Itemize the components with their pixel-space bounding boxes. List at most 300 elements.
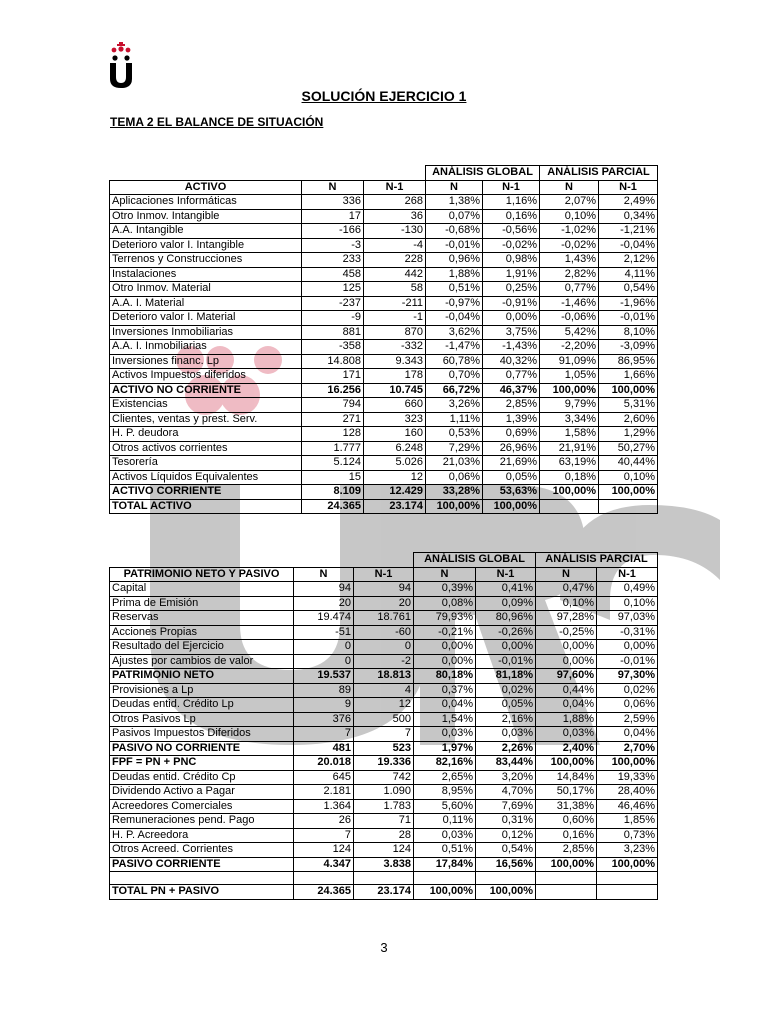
table-cell: -0,06% xyxy=(540,311,599,326)
table-cell: 80,18% xyxy=(414,669,476,684)
table-cell: 0,02% xyxy=(597,683,658,698)
row-label: Acciones Propias xyxy=(110,625,294,640)
table-cell: 91,09% xyxy=(540,354,599,369)
table-cell: 26,96% xyxy=(483,441,540,456)
row-label: Dividendo Activo a Pagar xyxy=(110,785,294,800)
activo-table xyxy=(109,165,658,514)
table-cell: 7 xyxy=(294,727,354,742)
table-cell: 1,85% xyxy=(597,814,658,829)
row-label: Remuneraciones pend. Pago xyxy=(110,814,294,829)
table-cell: 21,69% xyxy=(483,456,540,471)
table-cell: 97,28% xyxy=(536,611,597,626)
table-cell: 66,72% xyxy=(426,383,483,398)
table-cell: 8,95% xyxy=(414,785,476,800)
table-cell: 0,34% xyxy=(599,209,658,224)
table-cell: 100,00% xyxy=(483,499,540,514)
table-cell: 0,04% xyxy=(597,727,658,742)
table-row xyxy=(110,209,658,224)
table-cell: 0,60% xyxy=(536,814,597,829)
table-cell: 33,28% xyxy=(426,485,483,500)
table-cell: 63,19% xyxy=(540,456,599,471)
column-header: N-1 xyxy=(364,180,426,195)
table-cell: 71 xyxy=(354,814,414,829)
blank-row xyxy=(110,872,658,885)
table-cell: 18.813 xyxy=(354,669,414,684)
table-cell: 0,02% xyxy=(476,683,536,698)
table-cell: 0,11% xyxy=(414,814,476,829)
table-cell: 0,47% xyxy=(536,582,597,597)
page-title: SOLUCIÓN EJERCICIO 1 xyxy=(301,88,467,104)
table-cell: 79,93% xyxy=(414,611,476,626)
table-cell: 233 xyxy=(302,253,364,268)
table-cell: -0,04% xyxy=(599,238,658,253)
table-cell: 0,06% xyxy=(426,470,483,485)
table-cell: 94 xyxy=(294,582,354,597)
table-cell: 0,10% xyxy=(536,596,597,611)
table-cell: 8.109 xyxy=(302,485,364,500)
table-cell: 16.256 xyxy=(302,383,364,398)
table-cell xyxy=(597,885,658,900)
table-cell: 20 xyxy=(294,596,354,611)
table-cell: -0,97% xyxy=(426,296,483,311)
analisis-parcial-header: ANÁLISIS PARCIAL xyxy=(536,553,658,568)
table-row xyxy=(110,340,658,355)
table-row xyxy=(110,799,658,814)
table-row xyxy=(110,369,658,384)
row-label: Inversiones Inmobiliarias xyxy=(110,325,302,340)
table-cell: 100,00% xyxy=(599,485,658,500)
table-row xyxy=(110,814,658,829)
table-row xyxy=(110,282,658,297)
table-cell: 2,40% xyxy=(536,741,597,756)
table-cell: 1,91% xyxy=(483,267,540,282)
table-cell: 1,54% xyxy=(414,712,476,727)
table-cell: 100,00% xyxy=(597,756,658,771)
table-cell: 128 xyxy=(302,427,364,442)
table-cell: 2,59% xyxy=(597,712,658,727)
table-cell: 2,70% xyxy=(597,741,658,756)
table-cell: 160 xyxy=(364,427,426,442)
row-label: Activos Impuestos diferidos xyxy=(110,369,302,384)
table-cell: 2,65% xyxy=(414,770,476,785)
total-row xyxy=(110,499,658,514)
table-cell: 3,20% xyxy=(476,770,536,785)
table-cell: 0,51% xyxy=(426,282,483,297)
table-cell: -0,01% xyxy=(426,238,483,253)
table-cell: 0,41% xyxy=(476,582,536,597)
table-cell: 89 xyxy=(294,683,354,698)
row-label: Otros Pasivos Lp xyxy=(110,712,294,727)
row-label: TOTAL ACTIVO xyxy=(110,499,302,514)
table-cell: 0,70% xyxy=(426,369,483,384)
table-cell: 481 xyxy=(294,741,354,756)
table-cell: 0,08% xyxy=(414,596,476,611)
table-cell: -0,01% xyxy=(599,311,658,326)
table-cell: 0,05% xyxy=(483,470,540,485)
table-cell: -4 xyxy=(364,238,426,253)
table-cell: 1,88% xyxy=(536,712,597,727)
table-cell: 80,96% xyxy=(476,611,536,626)
row-label: Reservas xyxy=(110,611,294,626)
table-cell: 21,91% xyxy=(540,441,599,456)
table-cell: 100,00% xyxy=(536,857,597,872)
table-cell: 28 xyxy=(354,828,414,843)
table-cell: 36 xyxy=(364,209,426,224)
row-label: Existencias xyxy=(110,398,302,413)
table-cell: -0,56% xyxy=(483,224,540,239)
table-cell: 14,84% xyxy=(536,770,597,785)
table-cell: 2,60% xyxy=(599,412,658,427)
table-cell: 0,10% xyxy=(597,596,658,611)
table-cell xyxy=(536,872,597,885)
table-cell: 18.761 xyxy=(354,611,414,626)
table-cell: 2,16% xyxy=(476,712,536,727)
row-label: ACTIVO CORRIENTE xyxy=(110,485,302,500)
table-row xyxy=(110,412,658,427)
total-row xyxy=(110,756,658,771)
table-cell: 0,37% xyxy=(414,683,476,698)
table-cell: 0,12% xyxy=(476,828,536,843)
table-cell: 50,17% xyxy=(536,785,597,800)
table-cell: -237 xyxy=(302,296,364,311)
table-cell: 0,10% xyxy=(540,209,599,224)
table-cell: 7,29% xyxy=(426,441,483,456)
table-cell: 12 xyxy=(354,698,414,713)
table-cell: 870 xyxy=(364,325,426,340)
table-cell xyxy=(354,872,414,885)
total-row xyxy=(110,669,658,684)
table-cell: 268 xyxy=(364,195,426,210)
row-label: FPF = PN + PNC xyxy=(110,756,294,771)
table-row xyxy=(110,683,658,698)
table-row xyxy=(110,625,658,640)
table-cell: 1,29% xyxy=(599,427,658,442)
table-cell: 0,00% xyxy=(414,654,476,669)
table-row xyxy=(110,698,658,713)
table-cell: -2,20% xyxy=(540,340,599,355)
table-cell: 0,07% xyxy=(426,209,483,224)
table-cell: 5.026 xyxy=(364,456,426,471)
row-label: PATRIMONIO NETO xyxy=(110,669,294,684)
table-cell: -0,31% xyxy=(597,625,658,640)
row-label: Clientes, ventas y prest. Serv. xyxy=(110,412,302,427)
table-cell: 100,00% xyxy=(599,383,658,398)
table-row xyxy=(110,325,658,340)
column-header: N xyxy=(536,567,597,582)
table-cell: -0,04% xyxy=(426,311,483,326)
table-cell: 83,44% xyxy=(476,756,536,771)
row-label: A.A. I. Material xyxy=(110,296,302,311)
table-cell: 100,00% xyxy=(536,756,597,771)
table-cell: 6.248 xyxy=(364,441,426,456)
table-cell: 0 xyxy=(354,640,414,655)
table-cell: 3,34% xyxy=(540,412,599,427)
total-row xyxy=(110,857,658,872)
table-cell: 1,39% xyxy=(483,412,540,427)
table-cell: 12 xyxy=(364,470,426,485)
table-cell: 97,60% xyxy=(536,669,597,684)
table-cell: 40,32% xyxy=(483,354,540,369)
table-cell: -3 xyxy=(302,238,364,253)
table-cell: 7 xyxy=(294,828,354,843)
row-label: Tesorería xyxy=(110,456,302,471)
table-cell: 19.336 xyxy=(354,756,414,771)
table-cell: 458 xyxy=(302,267,364,282)
table-cell: 1,97% xyxy=(414,741,476,756)
table-cell: -0,25% xyxy=(536,625,597,640)
table-cell: 0,00% xyxy=(536,640,597,655)
row-label: A.A. I. Inmobiliarias xyxy=(110,340,302,355)
table-row xyxy=(110,267,658,282)
table-cell: 0,00% xyxy=(483,311,540,326)
table-cell: 86,95% xyxy=(599,354,658,369)
table-row xyxy=(110,843,658,858)
table-cell: 3,23% xyxy=(597,843,658,858)
table-cell: 171 xyxy=(302,369,364,384)
table-cell: 442 xyxy=(364,267,426,282)
table-cell: 1.090 xyxy=(354,785,414,800)
column-header: N-1 xyxy=(483,180,540,195)
table-cell: 1,16% xyxy=(483,195,540,210)
table-cell: 0,04% xyxy=(536,698,597,713)
table-cell: 7 xyxy=(354,727,414,742)
table-cell: 28,40% xyxy=(597,785,658,800)
table-cell: 9 xyxy=(294,698,354,713)
row-label: Resultado del Ejercicio xyxy=(110,640,294,655)
column-header-row xyxy=(110,180,658,195)
table-cell: 0 xyxy=(294,640,354,655)
table-cell: -130 xyxy=(364,224,426,239)
table-cell: 24.365 xyxy=(302,499,364,514)
table-cell: 12.429 xyxy=(364,485,426,500)
table-cell: 50,27% xyxy=(599,441,658,456)
table-cell: 2,12% xyxy=(599,253,658,268)
table-cell: 7,69% xyxy=(476,799,536,814)
group-header-spacer xyxy=(110,166,426,181)
total-row xyxy=(110,383,658,398)
table-cell: 8,10% xyxy=(599,325,658,340)
column-header: N xyxy=(414,567,476,582)
total-row xyxy=(110,485,658,500)
table-cell: -0,02% xyxy=(483,238,540,253)
table-row xyxy=(110,582,658,597)
table-cell: 5.124 xyxy=(302,456,364,471)
table-cell: 523 xyxy=(354,741,414,756)
table-cell: 16,56% xyxy=(476,857,536,872)
column-header-row xyxy=(110,567,658,582)
table-cell: -1,02% xyxy=(540,224,599,239)
column-header: PATRIMONIO NETO Y PASIVO xyxy=(110,567,294,582)
table-cell: -0,26% xyxy=(476,625,536,640)
table-cell: 0,04% xyxy=(414,698,476,713)
column-header: N xyxy=(302,180,364,195)
analisis-parcial-header: ANÁLISIS PARCIAL xyxy=(540,166,658,181)
column-header: N-1 xyxy=(476,567,536,582)
table-cell: 14.808 xyxy=(302,354,364,369)
table-cell: 0,00% xyxy=(536,654,597,669)
table-cell: -9 xyxy=(302,311,364,326)
table-cell: 97,03% xyxy=(597,611,658,626)
table-cell: 100,00% xyxy=(540,485,599,500)
table-cell: 97,30% xyxy=(597,669,658,684)
row-label: Ajustes por cambios de valor xyxy=(110,654,294,669)
table-cell: 323 xyxy=(364,412,426,427)
table-cell: -0,21% xyxy=(414,625,476,640)
table-cell: 0,96% xyxy=(426,253,483,268)
table-cell: 1,58% xyxy=(540,427,599,442)
table-cell: 81,18% xyxy=(476,669,536,684)
table-cell xyxy=(597,872,658,885)
row-label: ACTIVO NO CORRIENTE xyxy=(110,383,302,398)
table-row xyxy=(110,470,658,485)
activo-table-body xyxy=(110,195,658,514)
table-cell: -60 xyxy=(354,625,414,640)
table-cell: 2,85% xyxy=(536,843,597,858)
table-row xyxy=(110,398,658,413)
table-cell: 3,75% xyxy=(483,325,540,340)
table-cell: -3,09% xyxy=(599,340,658,355)
table-cell: 0,44% xyxy=(536,683,597,698)
column-header: N-1 xyxy=(354,567,414,582)
table-cell: 0,51% xyxy=(414,843,476,858)
table-cell: 0,03% xyxy=(536,727,597,742)
table-cell xyxy=(540,499,599,514)
table-row xyxy=(110,785,658,800)
table-cell: 1,43% xyxy=(540,253,599,268)
table-row xyxy=(110,354,658,369)
row-label: Terrenos y Construcciones xyxy=(110,253,302,268)
table-cell: 4.347 xyxy=(294,857,354,872)
table-row xyxy=(110,195,658,210)
row-label: Otro Inmov. Intangible xyxy=(110,209,302,224)
table-cell xyxy=(599,499,658,514)
table-cell: 1.364 xyxy=(294,799,354,814)
table-cell: 0,03% xyxy=(414,727,476,742)
table-cell: 24.365 xyxy=(294,885,354,900)
group-header-row xyxy=(110,166,658,181)
table-cell: 0,10% xyxy=(599,470,658,485)
table-cell: 0,31% xyxy=(476,814,536,829)
row-label: Instalaciones xyxy=(110,267,302,282)
table-cell xyxy=(476,872,536,885)
row-label: H. P. deudora xyxy=(110,427,302,442)
row-label: Otro Inmov. Material xyxy=(110,282,302,297)
table-cell: 271 xyxy=(302,412,364,427)
table-cell: 3,26% xyxy=(426,398,483,413)
table-cell: 60,78% xyxy=(426,354,483,369)
table-cell: -2 xyxy=(354,654,414,669)
table-cell: 0,54% xyxy=(476,843,536,858)
table-cell: 9,79% xyxy=(540,398,599,413)
analisis-global-header: ANÁLISIS GLOBAL xyxy=(414,553,536,568)
row-label: A.A. Intangible xyxy=(110,224,302,239)
table-cell: 100,00% xyxy=(426,499,483,514)
table-cell: 124 xyxy=(354,843,414,858)
table-cell: 100,00% xyxy=(540,383,599,398)
table-cell: 500 xyxy=(354,712,414,727)
pasivo-table xyxy=(109,552,658,900)
table-cell: 1,05% xyxy=(540,369,599,384)
group-header-row xyxy=(110,553,658,568)
table-cell: 1,38% xyxy=(426,195,483,210)
table-cell: -51 xyxy=(294,625,354,640)
table-cell: 1.777 xyxy=(302,441,364,456)
table-cell: 15 xyxy=(302,470,364,485)
table-cell: 2,26% xyxy=(476,741,536,756)
table-cell: 0,25% xyxy=(483,282,540,297)
table-cell: 228 xyxy=(364,253,426,268)
table-row xyxy=(110,253,658,268)
column-header: N-1 xyxy=(597,567,658,582)
table-cell: 2,07% xyxy=(540,195,599,210)
table-cell: -0,02% xyxy=(540,238,599,253)
analisis-global-header: ANÁLISIS GLOBAL xyxy=(426,166,540,181)
table-cell: 5,60% xyxy=(414,799,476,814)
table-cell: 0,09% xyxy=(476,596,536,611)
table-cell: 2.181 xyxy=(294,785,354,800)
column-header: N xyxy=(426,180,483,195)
table-cell: -0,68% xyxy=(426,224,483,239)
column-header: N-1 xyxy=(599,180,658,195)
table-cell: 0,00% xyxy=(476,640,536,655)
table-cell: 17,84% xyxy=(414,857,476,872)
table-row xyxy=(110,427,658,442)
table-cell: 3.838 xyxy=(354,857,414,872)
table-cell: 31,38% xyxy=(536,799,597,814)
table-cell: 46,37% xyxy=(483,383,540,398)
table-cell: 0,18% xyxy=(540,470,599,485)
table-cell: 4 xyxy=(354,683,414,698)
row-label: Pasivos Impuestos Diferidos xyxy=(110,727,294,742)
table-cell: 0,16% xyxy=(483,209,540,224)
table-cell: 94 xyxy=(354,582,414,597)
page-number: 3 xyxy=(380,940,388,955)
table-cell: -1 xyxy=(364,311,426,326)
total-row xyxy=(110,741,658,756)
table-cell: -0,91% xyxy=(483,296,540,311)
table-cell: 5,31% xyxy=(599,398,658,413)
table-row xyxy=(110,441,658,456)
table-cell: 0,49% xyxy=(597,582,658,597)
table-cell: 1,88% xyxy=(426,267,483,282)
table-cell: -1,43% xyxy=(483,340,540,355)
row-label: Otros activos corrientes xyxy=(110,441,302,456)
row-label: H. P. Acreedora xyxy=(110,828,294,843)
table-cell: 0,06% xyxy=(597,698,658,713)
table-cell: -0,01% xyxy=(476,654,536,669)
table-cell: 19.537 xyxy=(294,669,354,684)
table-cell: 0,98% xyxy=(483,253,540,268)
table-cell xyxy=(536,885,597,900)
table-cell: 4,11% xyxy=(599,267,658,282)
table-cell: 0,05% xyxy=(476,698,536,713)
table-cell xyxy=(294,872,354,885)
table-cell: 2,82% xyxy=(540,267,599,282)
table-row xyxy=(110,654,658,669)
table-cell: 0,77% xyxy=(483,369,540,384)
row-label: PASIVO CORRIENTE xyxy=(110,857,294,872)
row-label: Aplicaciones Informáticas xyxy=(110,195,302,210)
table-cell: 0,69% xyxy=(483,427,540,442)
table-cell: 0,00% xyxy=(414,640,476,655)
table-cell: 376 xyxy=(294,712,354,727)
table-cell: 23.174 xyxy=(354,885,414,900)
table-cell: 645 xyxy=(294,770,354,785)
table-cell: 0,39% xyxy=(414,582,476,597)
table-row xyxy=(110,238,658,253)
table-cell: 100,00% xyxy=(414,885,476,900)
table-cell: 26 xyxy=(294,814,354,829)
